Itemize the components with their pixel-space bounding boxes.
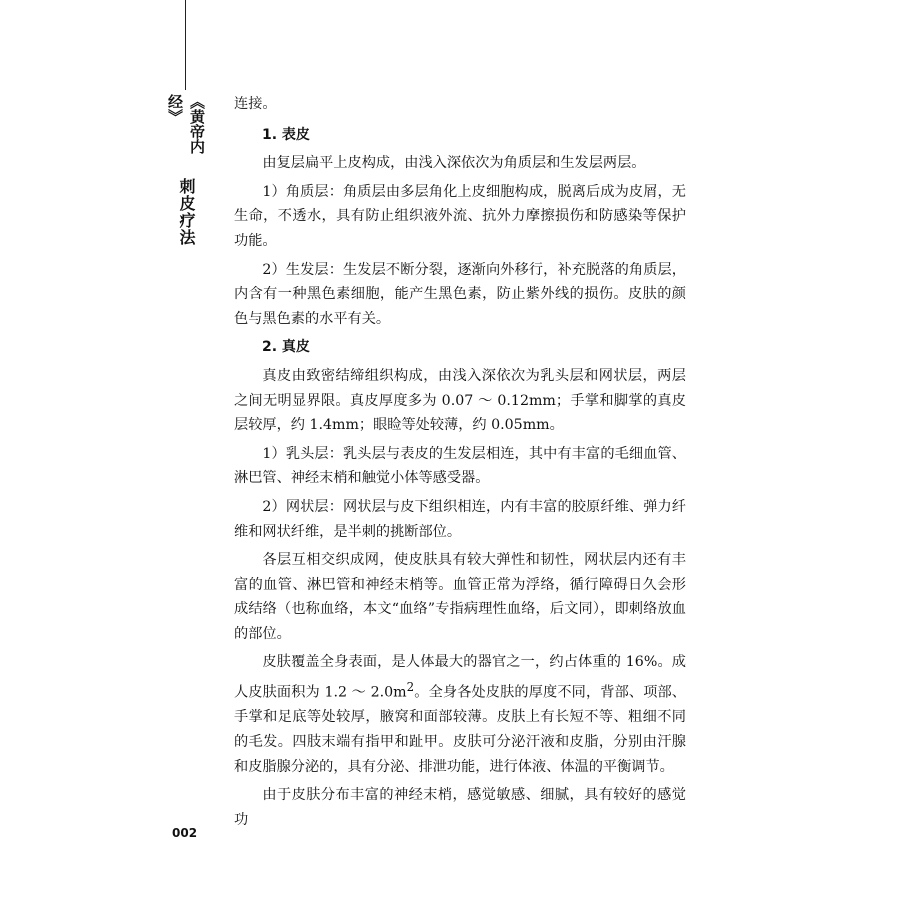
paragraph: 1）角质层：角质层由多层角化上皮细胞构成，脱离后成为皮屑，无生命，不透水，具有防止组织液外流、抗外力摩擦损伤和防感染等保护功能。 [234, 183, 686, 249]
paragraph: 由复层扁平上皮构成，由浅入深依次为角质层和生发层两层。 [262, 155, 646, 172]
paragraph-text: 皮肤覆盖全身表面，是人体最大的器官之一，约占体重的 16%。成人皮肤面积为 1.2 ～ 2.0m [234, 654, 686, 701]
series-title: 《黄帝内经》 [166, 94, 206, 154]
superscript: 2 [406, 680, 415, 695]
paragraph: 各层互相交织成网，使皮肤具有较大弹性和韧性，网状层内还有丰富的血管、淋巴管和神经末梢等。血管正常为浮络，循行障碍日久会形成结络（也称血络，本文“血络”专指病理性血络，后文同），即刺络放血的部位。 [234, 552, 686, 642]
chapter-title: 刺皮疗法 [177, 178, 196, 246]
paragraph [234, 650, 686, 779]
paragraph: 1）乳头层：乳头层与表皮的生发层相连，其中有丰富的毛细血管、淋巴管、神经末梢和触觉小体等感受器。 [234, 445, 686, 487]
body-text [234, 92, 686, 836]
paragraph: 真皮由致密结缔组织构成，由浅入深依次为乳头层和网状层，两层之间无明显界限。真皮厚度多为 0.07 ～ 0.12mm；手掌和脚掌的真皮层较厚，约 1.4mm；眼睑等处较薄，约 0.05mm。 [234, 367, 686, 434]
page-number: 002 [172, 826, 198, 840]
paragraph: 2）网状层：网状层与皮下组织相连，内有丰富的胶原纤维、弹力纤维和网状纤维，是半刺的挑断部位。 [234, 498, 686, 540]
running-header [166, 94, 206, 246]
margin-rule [185, 0, 186, 90]
paragraph-text: 。全身各处皮肤的厚度不同，背部、项部、手掌和足底等处较厚，腋窝和面部较薄。皮肤上有长短不等、粗细不同的毛发。四肢末端有指甲和趾甲。皮肤可分泌汗液和皮脂，分别由汗腺和皮脂腺分泌的，具有分泌、排泄功能，进行体液、体温的平衡调节。 [234, 684, 686, 775]
section-heading-epidermis: 1. 表皮 [262, 126, 310, 143]
paragraph: 由于皮肤分布丰富的神经末梢，感觉敏感、细腻，具有较好的感觉功 [234, 787, 686, 828]
paragraph: 2）生发层：生发层不断分裂，逐渐向外移行，补充脱落的角质层，内含有一种黑色素细胞，能产生黑色素，防止紫外线的损伤。皮肤的颜色与黑色素的水平有关。 [234, 261, 686, 327]
paragraph-continuation: 连接。 [234, 96, 277, 112]
section-heading-dermis: 2. 真皮 [262, 339, 310, 356]
